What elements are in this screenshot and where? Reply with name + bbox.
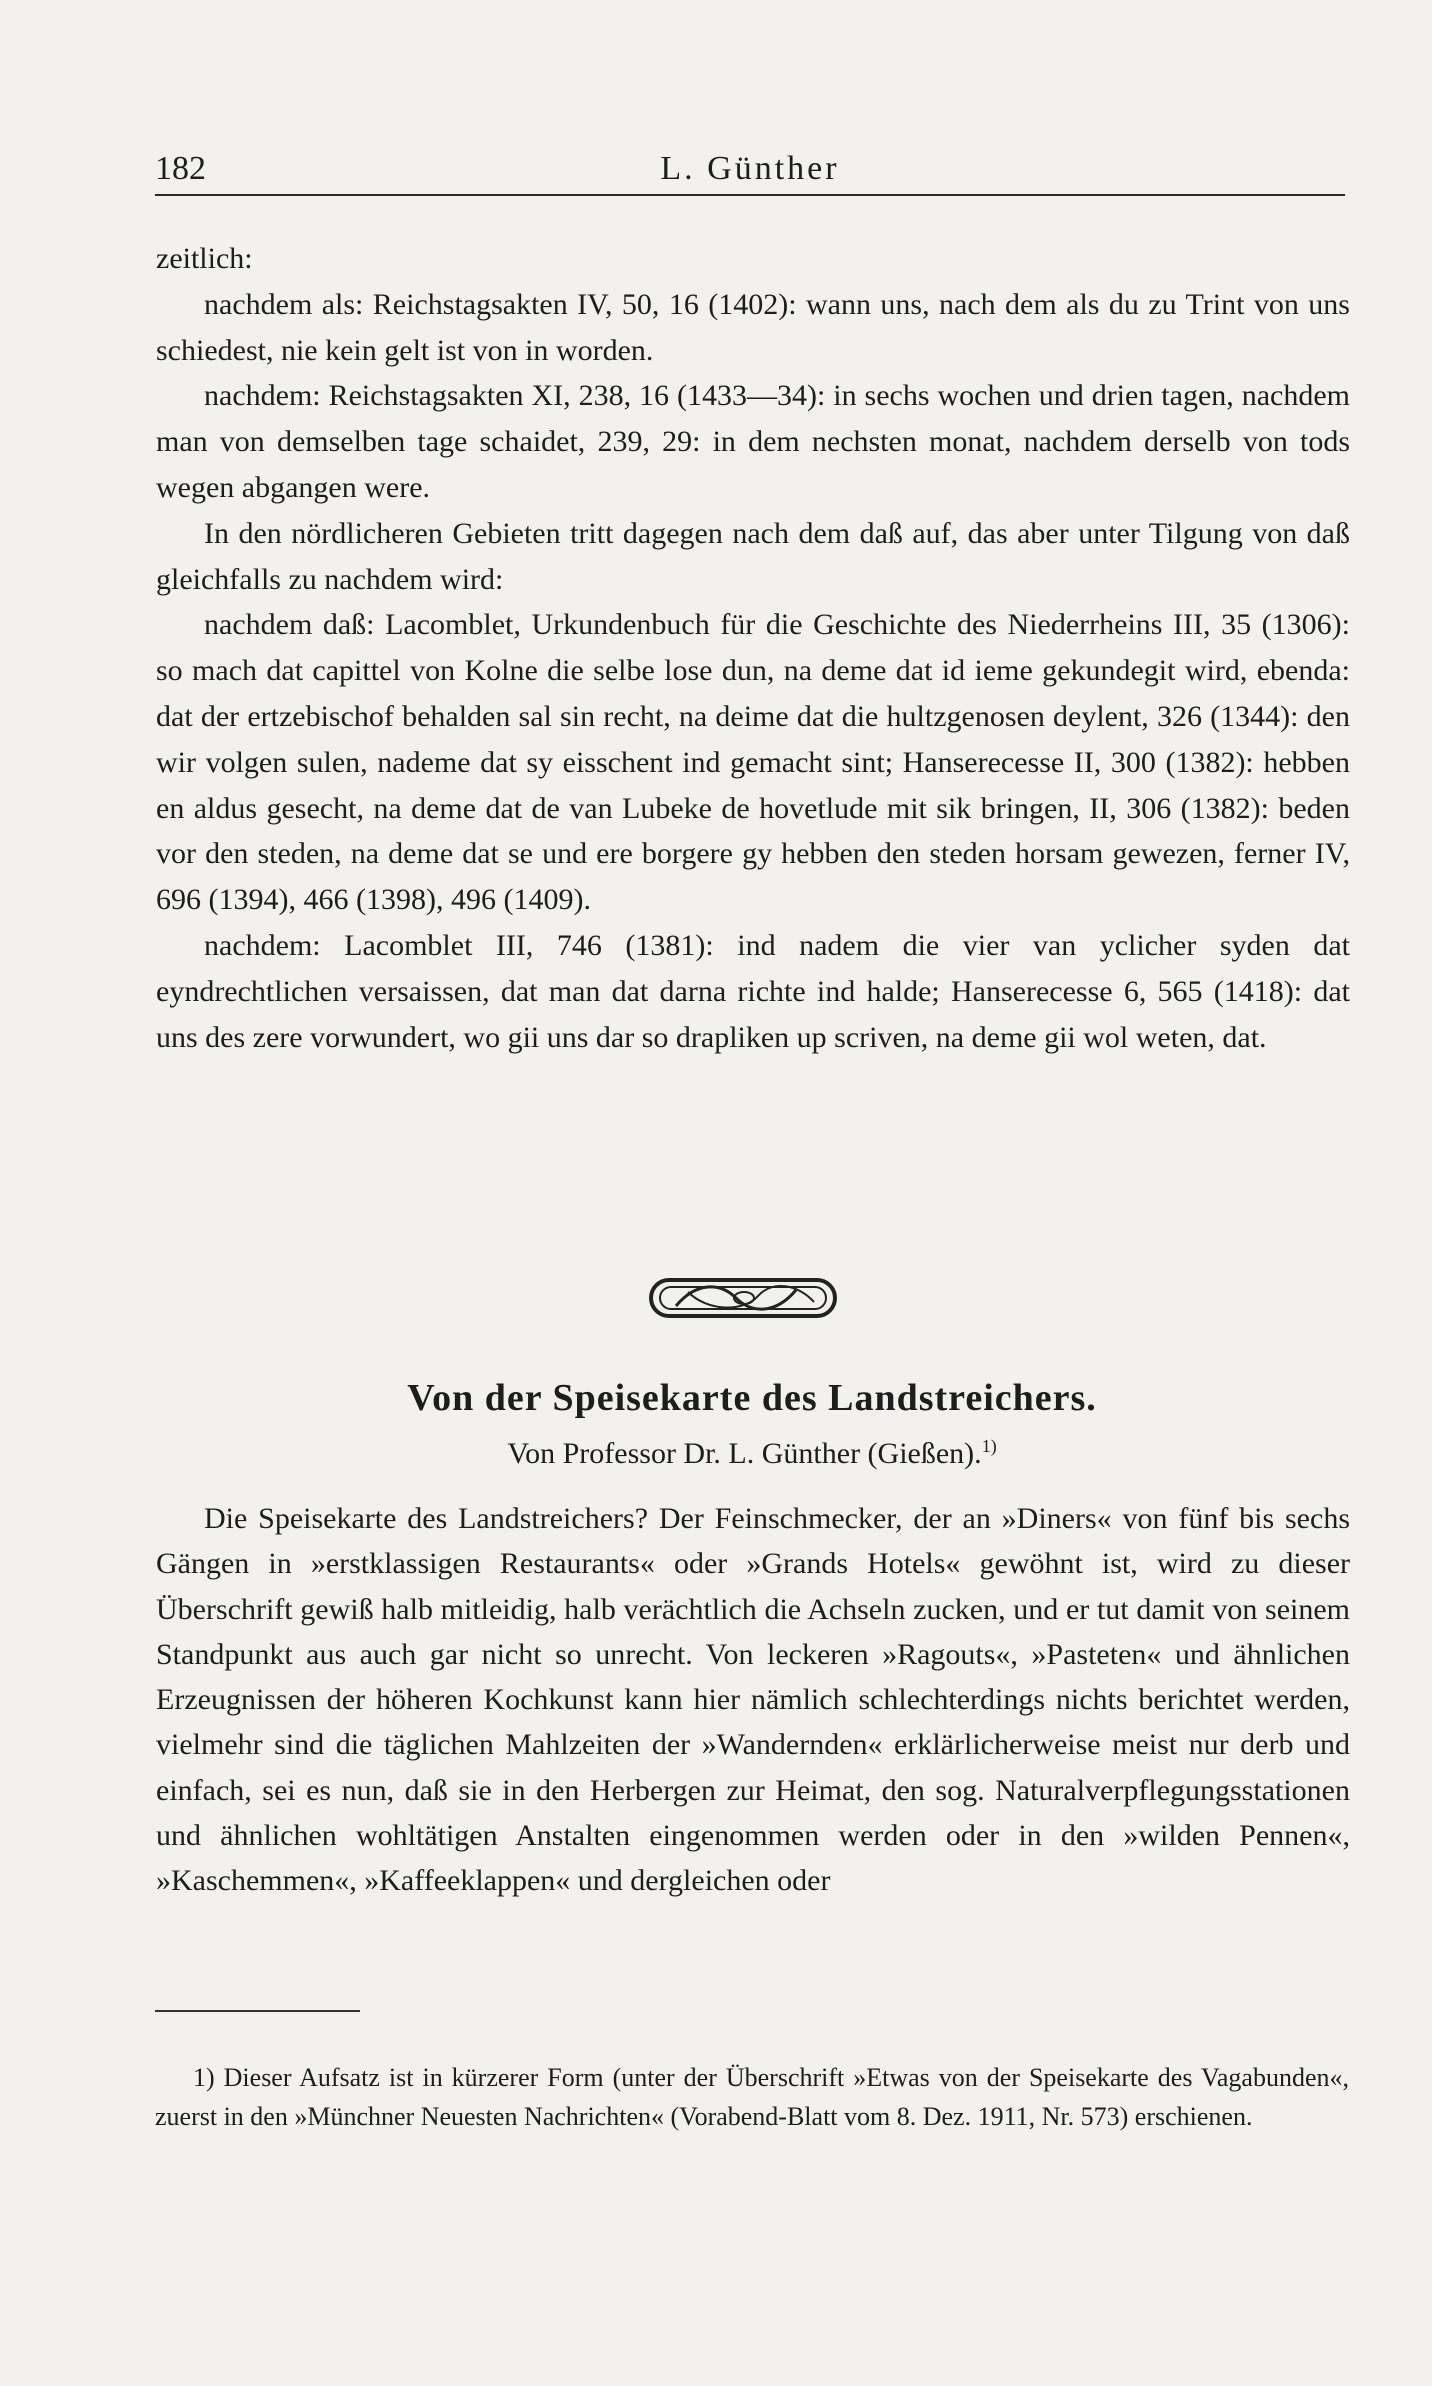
paragraph: nachdem daß: Lacomblet, Urkundenbuch für die Geschichte des Niederrheins III, 35 (1306): so mach dat capittel von Kolne die selbe lose dun, na deme dat id ieme gekundegit wird, ebenda: dat der ertzebischof behalden sal sin recht, na deime dat die hultzgenosen deylent, 326 (1344): den wir volgen sulen, nademe dat sy eisschent ind gemacht sint; Hanserecesse II, 300 (1382): hebben en aldus gesecht, na deme dat de van Lubeke de hovetlude mit sik bringen, II, 306 (1382): beden vor den steden, na deme dat se und ere borgere gy hebben den steden horsam gewezen, ferner IV, 696 (1394), 466 (1398), 496 (1409). [156,608,1350,917]
byline-text: Von Professor Dr. L. Günther (Gießen). [507,1437,982,1470]
paragraph: nachdem: Reichstagsakten XI, 238, 16 (1433—34): in sechs wochen und drien tagen, nachdem man von demselben tage schaidet, 239, 29: in dem nechsten monat, nachdem derselb von tods wegen abgangen were. [156,379,1350,504]
paragraph: nachdem: Lacomblet III, 746 (1381): ind nadem die vier van yclicher syden dat eyndrechtlichen versaissen, dat man dat darna richte ind halde; Hanserecesse 6, 565 (1418): dat uns des zere vorwundert, wo gii uns dar so drapliken up scriven, na deme gii wol weten, dat. [156,928,1350,1054]
page-number: 182 [155,150,206,187]
running-head [155,150,1345,194]
section-prev-article [156,236,1350,1060]
footnote: 1) Dieser Aufsatz ist in kürzerer Form (unter der Überschrift »Etwas von der Speisekarte des Vagabunden«, zuerst in den »Münchner Neuesten Nachrichten« (Vorabend-Blatt vom 8. Dez. 1911, Nr. 573) erschienen. [155,2063,1349,2131]
paragraph: Die Speisekarte des Landstreichers? Der Feinschmecker, der an »Diners« von fünf bis sechs Gängen in »erstklassigen Restaurants« oder »Grands Hotels« gewöhnt ist, wird zu dieser Überschrift gewiß halb mitleidig, halb verächtlich die Achseln zucken, und er tut damit von seinem Standpunkt aus auch gar nicht so unrecht. Von leckeren »Ragouts«, »Pasteten« und ähnlichen Erzeugnissen der höheren Kochkunst kann hier nämlich schlechterdings nichts berichtet werden, vielmehr sind die täglichen Mahlzeiten der »Wandernden« erklärlicherweise meist nur derb und einfach, sei es nun, daß sie in den Herbergen zur Heimat, den sog. Naturalverpflegungsstationen und ähnlichen wohltätigen Anstalten eingenommen werden oder in den »wilden Pennen«, »Kaschemmen«, »Kaffeeklappen« und dergleichen oder [156,1502,1350,1898]
article-byline [155,1436,1349,1471]
article-title: Von der Speisekarte des Landstreichers. [407,1377,1097,1419]
paragraph: zeitlich: [156,242,253,275]
running-head-author: L. Günther [660,150,840,187]
footnote-rule [155,2010,360,2012]
paragraph: In den nördlicheren Gebieten tritt dagegen nach dem daß auf, das aber unter Tilgung von daß gleichfalls zu nachdem wird: [156,516,1350,596]
header-rule [155,194,1345,196]
footnote-marker: 1) [981,1436,997,1456]
paragraph: nachdem als: Reichstagsakten IV, 50, 16 (1402): wann uns, nach dem als du zu Trint von uns schiedest, nie kein gelt ist von in worden. [156,287,1350,367]
article-body [156,1496,1350,1904]
ornament-divider [648,1268,838,1328]
